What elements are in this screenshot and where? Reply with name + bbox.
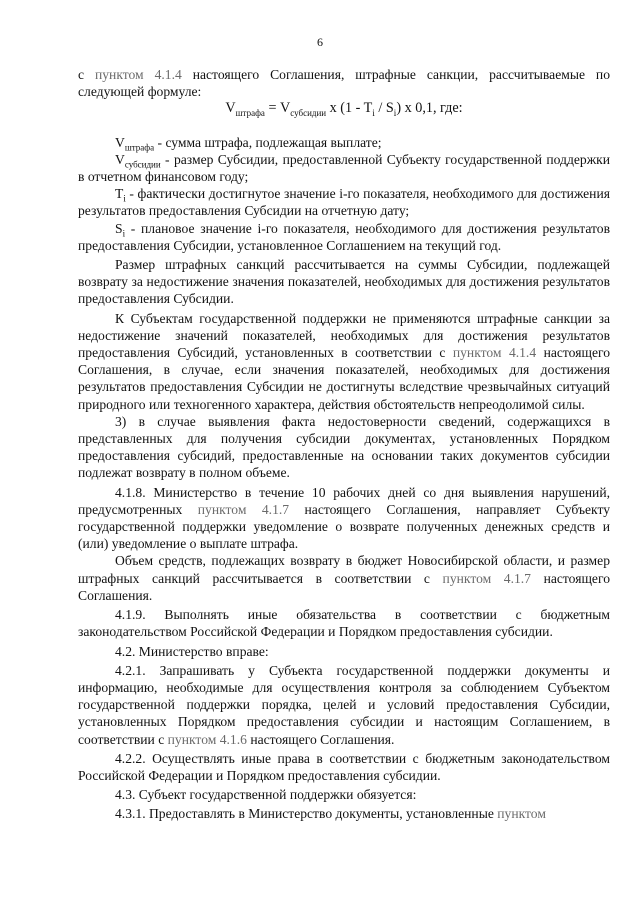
definition-subsidy: $V_{субсидии}$ - размер Субсидии, предоставленной Субъекту государственной поддержки в отчетном финансовом году;: [78, 151, 610, 185]
paragraph-4-2-2: 4.2.2. Осуществлять иные права в соответствии с бюджетным законодательством Российской Федерации и Порядком предоставления субсидии.: [78, 750, 610, 783]
paragraph-4-3-1: 4.3.1. Предоставлять в Министерство документы, установленные пунктом: [115, 806, 546, 822]
clause-reference-link[interactable]: пунктом 4.1.7: [197, 501, 290, 517]
paragraph-intro: с пунктом 4.1.4 настоящего Соглашения, штрафные санкции, рассчитываемые по следующей формуле:: [78, 67, 611, 100]
paragraph-fine-size: Размер штрафных санкций рассчитывается на суммы Субсидии, подлежащей возврату за недостижение значения показателей, необходимых для достижения результатов предоставления Субсидии.: [78, 257, 610, 307]
clause-reference-link[interactable]: пунктом 4.1.4: [94, 67, 182, 82]
paragraph-exception: К Субъектам государственной поддержки не применяются штрафные санкции за недостижение значений показателей, необходимых для достижения результатов предоставления Субсидий, установленных в соответствии с пунктом 4.1.4 настоящего Соглашения, в случае, если значения показателей, необходимых для достижения результатов предоставления Субсидии не достигнуты вследствие чрезвычайных ситуаций природного или техногенного характера, действия обстоятельств непреодолимой силы.: [78, 310, 611, 412]
clause-reference-link[interactable]: пунктом: [497, 806, 546, 822]
definition-fine: $V_{штрафа}$ - сумма штрафа, подлежащая выплате;: [115, 134, 382, 153]
clause-reference-link[interactable]: пунктом 4.1.6: [167, 731, 247, 747]
paragraph-item-3: 3) в случае выявления факта недостоверности сведений, содержащихся в представленных для получения субсидии документах, установленных Порядком предоставления субсидий, предоставленные на основании таких документов субсидии подлежат возврату в полном объеме.: [78, 413, 610, 481]
clause-reference-link[interactable]: пунктом 4.1.7: [442, 570, 531, 586]
paragraph-4-1-9: 4.1.9. Выполнять иные обязательства в соответствии с бюджетным законодательством Российской Федерации и Порядком предоставления субсидии.: [78, 607, 610, 640]
document-body: [78, 66, 610, 823]
paragraph-4-3: 4.3. Субъект государственной поддержки обязуется:: [115, 787, 417, 803]
paragraph-refund-volume: Объем средств, подлежащих возврату в бюджет Новосибирской области, и размер штрафных санкций рассчитывается в соответствии с пунктом 4.1.7 настоящего Соглашения.: [78, 553, 610, 603]
clause-reference-link[interactable]: пунктом 4.1.4: [452, 345, 537, 361]
paragraph-4-2: 4.2. Министерство вправе:: [115, 643, 269, 659]
paragraph-4-2-1: 4.2.1. Запрашивать у Субъекта государственной поддержки документы и информацию, необходимые для осуществления контроля за соблюдением Субъектом государственной поддержки порядка, целей и условий предоставления Субсидии, установленных Порядком предоставления субсидии и настоящим Соглашением, в соответствии с пунктом 4.1.6 настоящего Соглашения.: [78, 662, 610, 747]
page-number: 6: [317, 35, 323, 49]
fine-formula: $V_{штрафа} = V_{субсидии}$ x $(1 - T_i / S_i)$ x 0,1, где:: [225, 100, 463, 119]
definition-planned-value: $S_i$ - плановое значение i-го показателя, необходимого для достижения результатов предоставления Субсидии, установленное Соглашением на текущий год.: [78, 220, 610, 253]
definition-actual-value: $T_i$ - фактически достигнутое значение i-го показателя, необходимого для достижения результатов предоставления Субсидии на отчетную дату;: [78, 186, 610, 219]
paragraph-4-1-8: 4.1.8. Министерство в течение 10 рабочих дней со дня выявления нарушений, предусмотренных пунктом 4.1.7 настоящего Соглашения, направляет Субъекту государственной поддержки уведомление о возврате полученных денежных средств и (или) уведомление о выплате штрафа.: [78, 484, 611, 552]
